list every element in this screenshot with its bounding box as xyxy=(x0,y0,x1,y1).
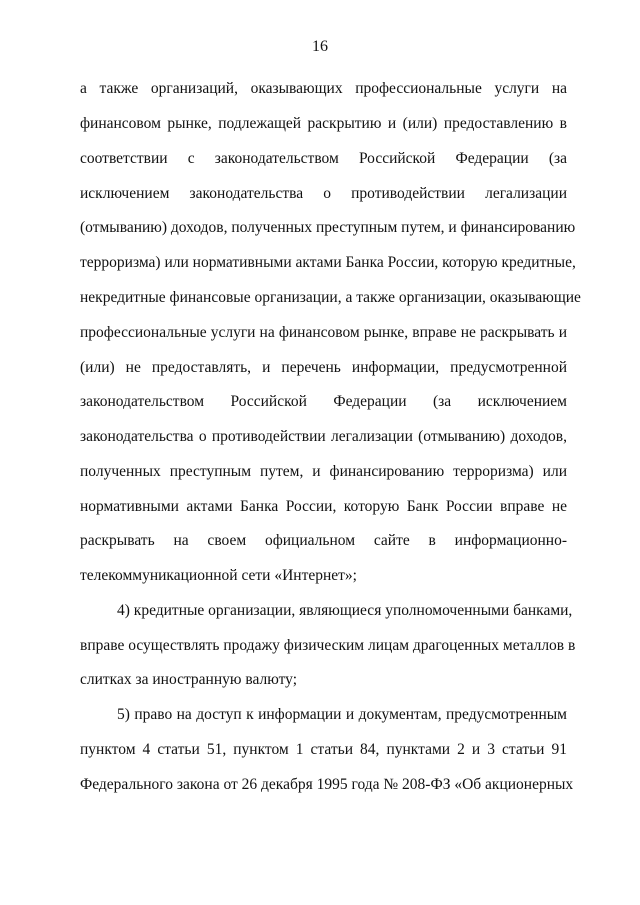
text-line: пунктом 4 статьи 51, пунктом 1 статьи 84, пунктами 2 и 3 статьи 91 xyxy=(80,741,567,758)
text-line: (отмыванию) доходов, полученных преступным путем, и финансированию xyxy=(80,219,576,236)
text-line: некредитные финансовые организации, а также организации, оказывающие xyxy=(80,289,581,306)
text-line: слитках за иностранную валюту; xyxy=(80,671,298,688)
text-line: законодательством Российской Федерации (за исключением xyxy=(80,393,567,410)
text-line: Федерального закона от 26 декабря 1995 года № 208-ФЗ «Об акционерных xyxy=(80,776,574,793)
text-line: 4) кредитные организации, являющиеся уполномоченными банками, xyxy=(117,602,573,619)
text-line: профессиональные услуги на финансовом рынке, вправе не раскрывать и xyxy=(80,324,567,341)
text-line: терроризма) или нормативными актами Банка России, которую кредитные, xyxy=(80,254,576,271)
text-line: раскрывать на своем официальном сайте в информационно- xyxy=(80,532,567,549)
text-line: законодательства о противодействии легализации (отмыванию) доходов, xyxy=(80,428,567,445)
text-line: вправе осуществлять продажу физическим лицам драгоценных металлов в xyxy=(80,637,576,654)
text-line: 5) право на доступ к информации и документам, предусмотренным xyxy=(117,706,567,723)
text-line: нормативными актами Банка России, которую Банк России вправе не xyxy=(80,498,567,515)
text-line: соответствии с законодательством Российской Федерации (за xyxy=(80,150,567,167)
text-line: телекоммуникационной сети «Интернет»; xyxy=(80,567,357,584)
text-line: финансовом рынке, подлежащей раскрытию и (или) предоставлению в xyxy=(80,115,567,132)
text-line: (или) не предоставлять, и перечень информации, предусмотренной xyxy=(80,359,567,376)
page-number: 16 xyxy=(312,38,328,55)
text-line: полученных преступным путем, и финансированию терроризма) или xyxy=(80,463,567,480)
text-line: а также организаций, оказывающих профессиональные услуги на xyxy=(80,80,567,97)
text-line: исключением законодательства о противодействии легализации xyxy=(80,185,567,202)
